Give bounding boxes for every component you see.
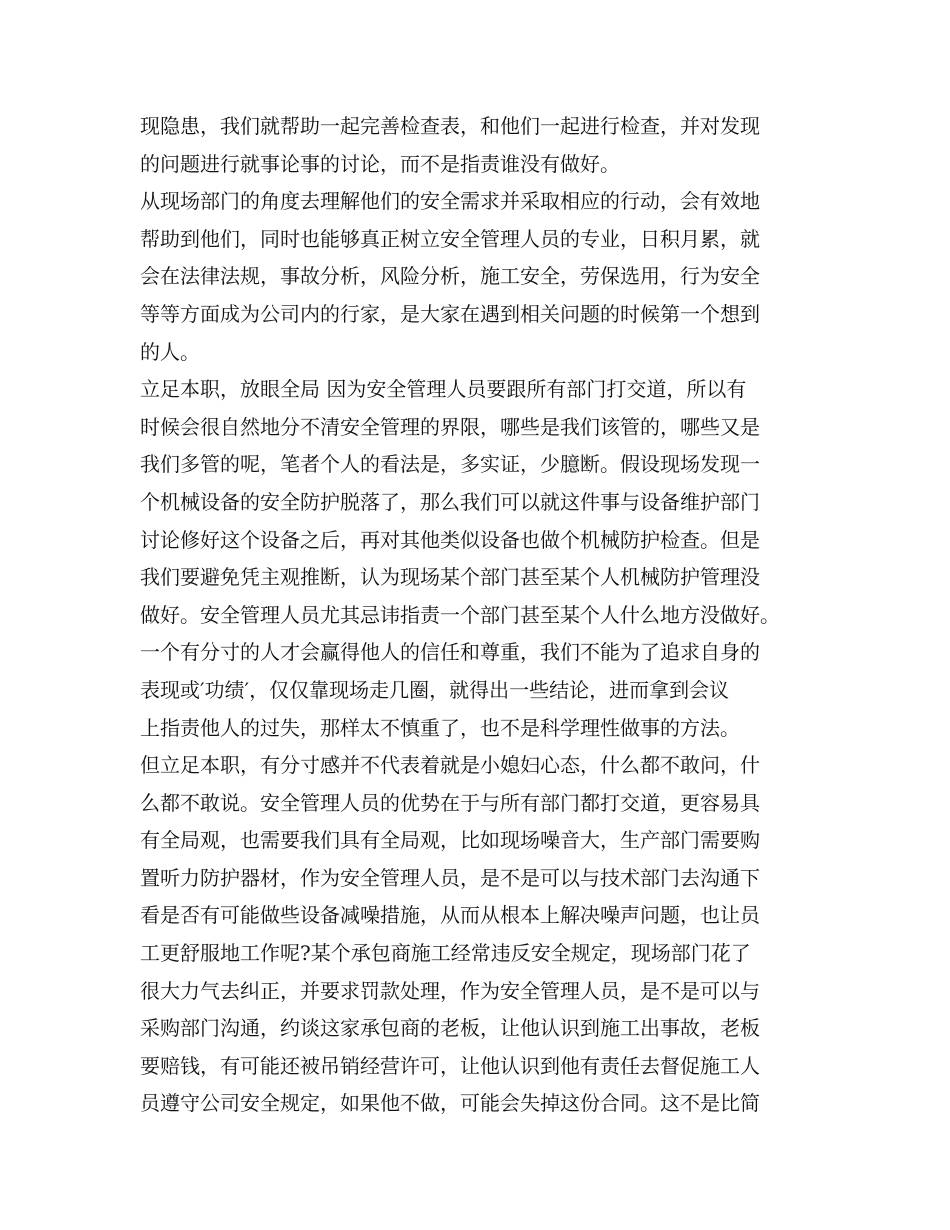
text-line: 立足本职，放眼全局 因为安全管理人员要跟所有部门打交道，所以有 bbox=[140, 377, 747, 402]
text-line: 的人。 bbox=[140, 339, 200, 364]
text-line: 等等方面成为公司内的行家，是大家在遇到相关问题的时候第一个想到 bbox=[140, 301, 760, 326]
text-line: 很大力气去纠正，并要求罚款处理，作为安全管理人员，是不是可以与 bbox=[140, 978, 760, 1003]
text-line: 上指责他人的过失，那样太不慎重了，也不是科学理性做事的方法。 bbox=[140, 715, 740, 740]
text-line: 么都不敢说。安全管理人员的优势在于与所有部门都打交道，更容易具 bbox=[140, 790, 760, 815]
text-line: 员遵守公司安全规定，如果他不做，可能会失掉这份合同。这不是比简 bbox=[140, 1091, 760, 1116]
text-line: 但立足本职，有分寸感并不代表着就是小媳妇心态，什么都不敢问，什 bbox=[140, 753, 760, 778]
text-line: 我们多管的呢，笔者个人的看法是，多实证，少臆断。假设现场发现一 bbox=[140, 452, 760, 477]
text-line: 帮助到他们，同时也能够真正树立安全管理人员的专业，日积月累，就 bbox=[140, 226, 760, 251]
text-line: 的问题进行就事论事的讨论，而不是指责谁没有做好。 bbox=[140, 151, 620, 176]
text-line: 个机械设备的安全防护脱落了，那么我们可以就这件事与设备维护部门 bbox=[140, 489, 760, 514]
text-line: 工更舒服地工作呢?某个承包商施工经常违反安全规定，现场部门花了 bbox=[140, 941, 751, 966]
text-line: 讨论修好这个设备之后，再对其他类似设备也做个机械防护检查。但是 bbox=[140, 527, 760, 552]
text-line: 做好。安全管理人员尤其忌讳指责一个部门甚至某个人什么地方没做好。 bbox=[140, 602, 780, 627]
text-line: 时候会很自然地分不清安全管理的界限，哪些是我们该管的，哪些又是 bbox=[140, 414, 760, 439]
text-line: 现隐患，我们就帮助一起完善检查表，和他们一起进行检查，并对发现 bbox=[140, 114, 760, 138]
text-line: 会在法律法规，事故分析，风险分析，施工安全，劳保选用，行为安全 bbox=[140, 264, 760, 289]
text-line: 看是否有可能做些设备减噪措施，从而从根本上解决噪声问题，也让员 bbox=[140, 903, 760, 928]
text-line: 有全局观，也需要我们具有全局观，比如现场噪音大，生产部门需要购 bbox=[140, 828, 760, 853]
text-line: 要赔钱，有可能还被吊销经营许可，让他认识到他有责任去督促施工人 bbox=[140, 1053, 760, 1078]
text-line: 从现场部门的角度去理解他们的安全需求并采取相应的行动，会有效地 bbox=[140, 189, 760, 214]
text-line: 置听力防护器材，作为安全管理人员，是不是可以与技术部门去沟通下 bbox=[140, 865, 760, 890]
body-text bbox=[140, 108, 830, 1123]
text-line: 采购部门沟通，约谈这家承包商的老板，让他认识到施工出事故，老板 bbox=[140, 1016, 760, 1041]
text-line: 一个有分寸的人才会赢得他人的信任和尊重，我们不能为了追求自身的 bbox=[140, 640, 760, 665]
text-line: 我们要避免凭主观推断，认为现场某个部门甚至某个人机械防护管理没 bbox=[140, 565, 760, 590]
text-line: 表现或′功绩′，仅仅靠现场走几圈，就得出一些结论，进而拿到会议 bbox=[140, 677, 730, 702]
